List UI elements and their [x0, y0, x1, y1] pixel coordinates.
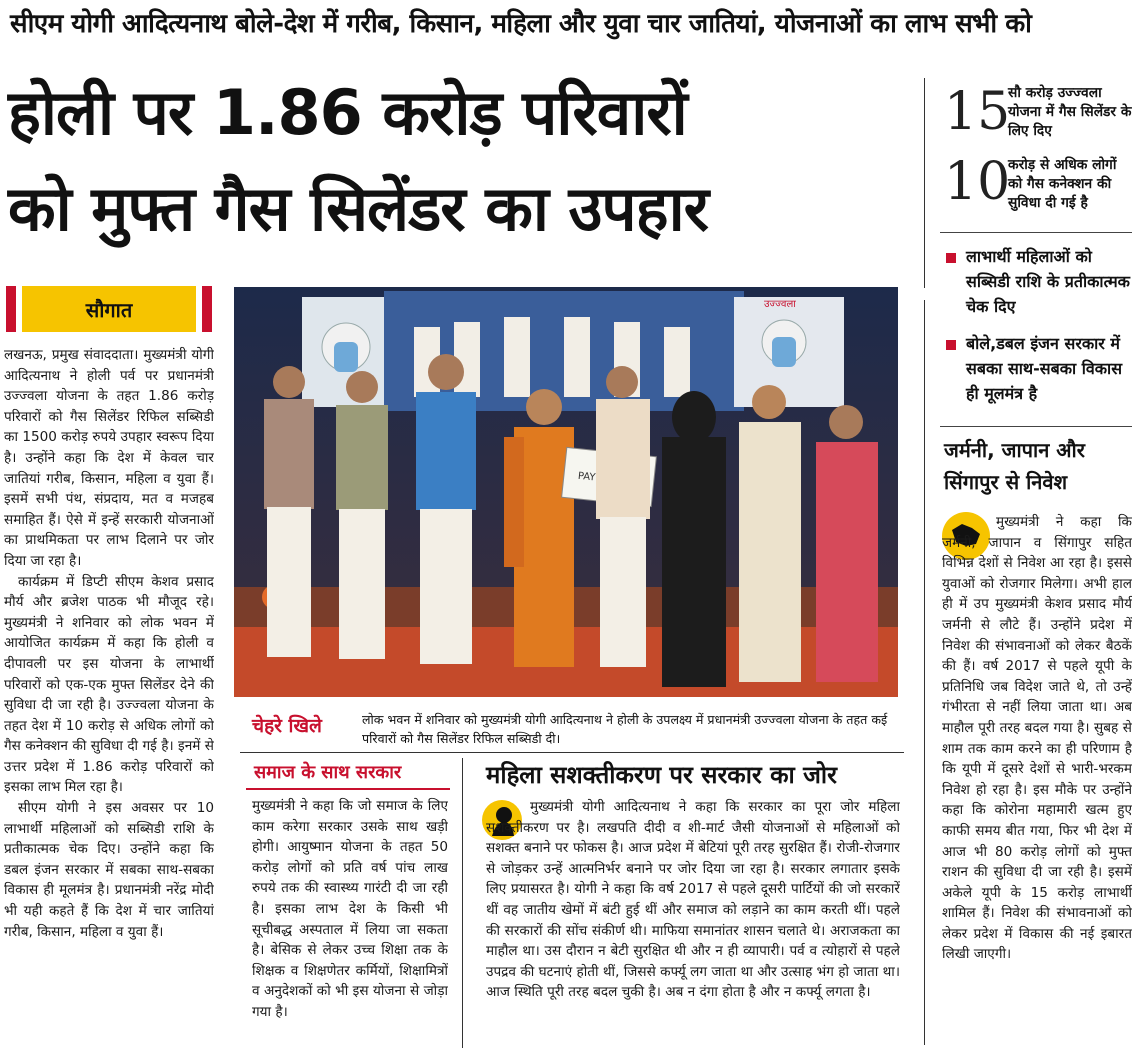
headline-line-2: को मुफ्त गैस सिलेंडर का उपहार — [8, 172, 708, 245]
left-column-article — [4, 345, 214, 1045]
article-paragraph: कार्यक्रम में डिप्टी सीएम केशव प्रसाद मौर्य और ब्रजेश पाठक भी मौजूद रहे। मुख्यमंत्री ने शनिवार को लोक भवन में आयोजित कार्यक्रम में कहा कि होली व दीपावली पर इस योजना के लाभार्थी परिवारों को एक-एक मुफ्त सिलेंडर देने की सुविधा दी जा रही है। उज्ज्वला योजना के तहत देश में 10 करोड़ से अधिक लोगों को गैस कनेक्शन की सुविधा दी गई है। इनमें से उत्तर प्रदेश में 1.86 करोड़ परिवारों को इसका लाभ मिल रहा है। — [4, 573, 214, 796]
event-photo — [234, 287, 898, 697]
kicker-line: सीएम योगी आदित्यनाथ बोले-देश में गरीब, किसान, महिला और युवा चार जातियां, योजनाओं का लाभ सभी को — [10, 9, 1032, 39]
cheque-text: PAY — [577, 470, 596, 484]
stat-text: करोड़ से अधिक लोगों को गैस कनेक्शन की सुविधा दी गई है — [1008, 157, 1117, 211]
mahila-article — [486, 797, 900, 1047]
bullet-text: लाभार्थी महिलाओं को सब्सिडी राशि के प्रतीकात्मक चेक दिए — [966, 247, 1130, 316]
article-paragraph: लखनऊ, प्रमुख संवाददाता। मुख्यमंत्री योगी आदित्यनाथ ने होली पर्व पर प्रधानमंत्री उज्ज्वला योजना के तहत 1.86 करोड़ परिवारों को गैस सिलेंडर रिफिल सब्सिडी का 1500 करोड़ रुपये उपहार स्वरूप दिया है। उन्होंने कहा कि देश में केवल चार जातियां गरीब, किसान, महिला व युवा हैं। इसमें सभी पंथ, संप्रदाय, मत व मजहब समाहित हैं। ऐसे में इन्हें सरकारी योजनाओं का प्राथमिकता पर लाभ दिलाने पर जोर दिया जा रहा है। — [4, 347, 214, 569]
caption-title: चेहरे खिले — [252, 715, 322, 737]
saugat-badge — [6, 286, 212, 332]
article-paragraph: मुख्यमंत्री योगी आदित्यनाथ ने कहा कि सरकार का पूरा जोर महिला सशक्तीकरण पर है। लखपति दीदी व शी-मार्ट जैसी योजनाओं से महिलाओं को सशक्त बनाने पर फोकस है। आज प्रदेश में बेटियां पूरी तरह सुरक्षित हैं। रोजी-रोजगार से जोड़कर उन्हें आत्मनिर्भर बनाने पर जोर दिया जा रहा है। सरकार लगातार इसके लिए प्रयासरत है। योगी ने कहा कि वर्ष 2017 से पहले दूसरी पार्टियों की जो सरकारें थीं वह जातीय खेमों में बंटी हुई थीं और समाज को लड़ाने का काम करती थीं। पहले की सरकारों की सोंच संकीर्ण थी। माफिया समानांतर शासन चलाते थे। अराजकता का माहौल था। उस दौरान न बेटी सुरक्षित थी और न ही व्यापारी। पर्व व त्योहारों से पहले उपद्रव की घटनाएं होती थीं, जिससे कर्फ्यू लग जाता था और उत्साह भंग हो जाता था। आज स्थिति पूरी तरह बदल चुकी है। अब न दंगा होता है और न कर्फ्यू लगता है। — [486, 799, 900, 1001]
bullet-marker — [946, 340, 956, 350]
column-divider — [924, 78, 925, 288]
screen-label: उज्ज्वला — [764, 299, 796, 310]
section-divider — [240, 752, 904, 753]
sidebar-article — [942, 512, 1132, 1048]
article-paragraph: मुख्यमंत्री ने कहा कि जर्मनी, जापान व सिंगापुर सहित विभिन्न देशों से निवेश आ रहा है। इससे युवाओं को रोजगार मिलेगा। अभी हाल ही में उप मुख्यमंत्री केशव प्रसाद मौर्य जर्मनी से लौटे हैं। उन्होंने प्रदेश में निवेश की संभावनाओं को लेकर बैठकें की हैं। वर्ष 2017 से पहले यूपी के प्रतिनिधि जब विदेश जाते थे, तो उन्हें गंभीरता से नहीं लिया जाता था। अब माहौल पूरी तरह बदल गया है। सुबह से शाम तक काम करने का ही परिणाम है कि यूपी में दूसरे देशों से भारी-भरकम निवेश हो रहा है। इस मौके पर उन्होंने कहा कि कोरोना महामारी खत्म हुए काफी समय बीत गया, फिर भी देश में आज भी 80 करोड़ लोगों को मुफ्त राशन की सुविधा दी जा रही है। इसमें अकेले यूपी के 15 करोड़ लाभार्थी शामिल हैं। निवेश की संभावनाओं को लेकर प्रदेश में विकास की नई इबारत लिखी जाएगी। — [942, 514, 1132, 963]
headline-line-1: होली पर 1.86 करोड़ परिवारों — [8, 76, 687, 149]
stat-number: 10 — [944, 152, 1011, 212]
bullet-marker — [946, 253, 956, 263]
mahila-heading: महिला सशक्तीकरण पर सरकार का जोर — [486, 761, 837, 789]
article-paragraph: मुख्यमंत्री ने कहा कि जो समाज के लिए काम करेगा सरकार उसके साथ खड़ी होगी। आयुष्मान योजना के तहत 50 करोड़ लोगों को प्रति वर्ष पांच लाख रुपये तक की स्वास्थ्य गारंटी दी जा रही है। इसका लाभ देश के किसी भी सूचीबद्ध अस्पताल में लिया जा सकता है। बेसिक से लेकर उच्च शिक्षा तक के शिक्षक व शिक्षणेतर कर्मियों, शिक्षामित्रों व अनुदेशकों को भी इस योजना से जोड़ा गया है। — [252, 798, 448, 1020]
bullet-text: बोले,डबल इंजन सरकार में सबका साथ-सबका विकास ही मूलमंत्र है — [966, 334, 1123, 403]
column-divider — [462, 758, 463, 1048]
badge-label: सौगात — [22, 286, 196, 332]
article-paragraph: सीएम योगी ने इस अवसर पर 10 लाभार्थी महिलाओं को सब्सिडी राशि के प्रतीकात्मक चेक दिए। उन्होंने कहा कि डबल इंजन सरकार में सबका साथ-सबका विकास ही मूलमंत्र है। प्रधानमंत्री नरेंद्र मोदी भी यही कहते हैं कि देश में चार जातियां गरीब, किसान, महिला व युवा हैं। — [4, 800, 214, 940]
samaj-article — [252, 796, 448, 1046]
heading-rule — [246, 788, 450, 790]
sidebar-heading: जर्मनी, जापान और सिंगापुर से निवेश — [944, 438, 1085, 494]
column-divider — [924, 300, 925, 1045]
stat-number: 15 — [944, 82, 1011, 142]
photo-caption: लोक भवन में शनिवार को मुख्यमंत्री योगी आदित्यनाथ ने होली के उपलक्ष्य में प्रधानमंत्री उज्ज्वला योजना के तहत कई परिवारों को गैस सिलेंडर रिफिल सब्सिडी दी। — [362, 712, 888, 746]
section-divider — [940, 426, 1132, 427]
samaj-heading: समाज के साथ सरकार — [254, 762, 402, 783]
stat-text: सौ करोड़ उज्ज्वला योजना में गैस सिलेंडर के लिए दिए — [1008, 85, 1132, 139]
section-divider — [940, 232, 1132, 233]
